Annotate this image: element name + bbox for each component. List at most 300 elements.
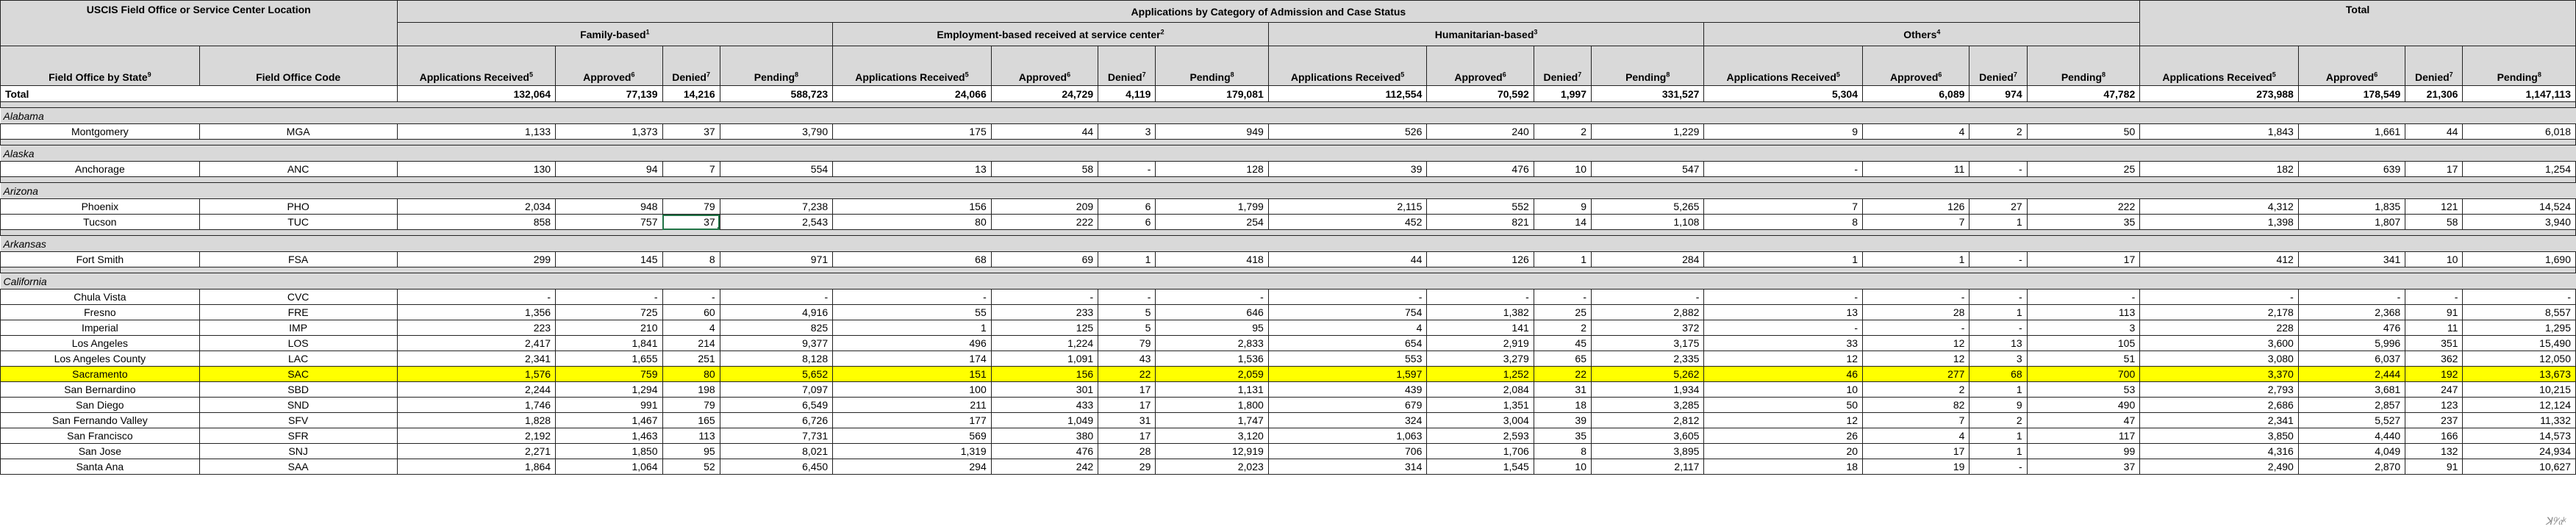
data-cell[interactable]: - <box>1534 290 1591 305</box>
total-cell[interactable]: 24,729 <box>991 86 1098 102</box>
data-cell[interactable]: 6,549 <box>720 398 832 413</box>
data-cell[interactable]: 301 <box>991 382 1098 398</box>
data-cell[interactable]: 210 <box>556 320 662 336</box>
data-cell[interactable]: 45 <box>1534 336 1591 351</box>
data-cell[interactable]: 2 <box>1534 320 1591 336</box>
data-cell[interactable]: 18 <box>1534 398 1591 413</box>
data-cell[interactable]: 948 <box>556 199 662 215</box>
data-cell[interactable]: 7,238 <box>720 199 832 215</box>
data-cell[interactable]: 68 <box>833 252 992 267</box>
data-cell[interactable]: - <box>1704 162 1863 177</box>
data-cell[interactable]: 1,108 <box>1592 215 1704 230</box>
data-cell[interactable]: 8,557 <box>2463 305 2576 320</box>
data-cell[interactable]: 12 <box>1704 351 1863 367</box>
data-cell[interactable]: 547 <box>1592 162 1704 177</box>
data-cell[interactable]: 37 <box>662 124 720 140</box>
state-label[interactable]: Arizona <box>1 183 2576 199</box>
data-cell[interactable]: 50 <box>1704 398 1863 413</box>
column-header[interactable] <box>397 46 556 86</box>
column-header[interactable] <box>833 46 992 86</box>
data-cell[interactable]: 79 <box>662 199 720 215</box>
field-office-cell[interactable]: Fort Smith <box>1 252 200 267</box>
data-cell[interactable]: 9,377 <box>720 336 832 351</box>
data-cell[interactable]: 1,294 <box>556 382 662 398</box>
data-cell[interactable]: 825 <box>720 320 832 336</box>
state-label[interactable]: Alabama <box>1 108 2576 124</box>
data-cell[interactable]: 2,812 <box>1592 413 1704 428</box>
data-cell[interactable]: 95 <box>662 444 720 459</box>
data-cell[interactable]: 372 <box>1592 320 1704 336</box>
data-cell[interactable]: 2,244 <box>397 382 556 398</box>
column-header[interactable] <box>1863 46 1969 86</box>
data-cell[interactable]: 10 <box>1534 162 1591 177</box>
data-cell[interactable]: 949 <box>1156 124 1268 140</box>
data-cell[interactable]: 759 <box>556 367 662 382</box>
data-cell[interactable]: 4,316 <box>2140 444 2299 459</box>
data-cell[interactable]: 10,627 <box>2463 459 2576 475</box>
data-cell[interactable]: 11,332 <box>2463 413 2576 428</box>
data-cell[interactable]: 11 <box>1863 162 1969 177</box>
data-cell[interactable]: 174 <box>833 351 992 367</box>
category-header[interactable] <box>1704 23 2140 46</box>
data-cell[interactable]: 5,652 <box>720 367 832 382</box>
data-cell[interactable]: 5 <box>1098 320 1156 336</box>
data-cell[interactable]: 476 <box>1427 162 1534 177</box>
data-cell[interactable]: 247 <box>2405 382 2463 398</box>
data-cell[interactable]: 725 <box>556 305 662 320</box>
data-cell[interactable]: 240 <box>1427 124 1534 140</box>
data-cell[interactable]: 2,368 <box>2298 305 2405 320</box>
state-label[interactable]: Arkansas <box>1 236 2576 252</box>
data-cell[interactable]: 182 <box>2140 162 2299 177</box>
data-cell[interactable]: 1,536 <box>1156 351 1268 367</box>
column-header[interactable] <box>1534 46 1591 86</box>
data-cell[interactable]: 1,690 <box>2463 252 2576 267</box>
data-cell[interactable]: 55 <box>833 305 992 320</box>
data-cell[interactable]: 3,790 <box>720 124 832 140</box>
data-cell[interactable]: 1,064 <box>556 459 662 475</box>
data-cell[interactable]: 2,417 <box>397 336 556 351</box>
data-cell[interactable]: 91 <box>2405 459 2463 475</box>
data-cell[interactable]: - <box>1156 290 1268 305</box>
column-header[interactable] <box>2405 46 2463 86</box>
data-cell[interactable]: 2,919 <box>1427 336 1534 351</box>
data-cell[interactable]: 2,793 <box>2140 382 2299 398</box>
data-cell[interactable]: - <box>1863 320 1969 336</box>
data-cell[interactable]: 4,916 <box>720 305 832 320</box>
field-code-header[interactable]: Field Office Code <box>199 46 397 86</box>
data-cell[interactable]: 299 <box>397 252 556 267</box>
data-cell[interactable]: 1,467 <box>556 413 662 428</box>
data-cell[interactable]: 95 <box>1156 320 1268 336</box>
total-header[interactable]: Total <box>2140 1 2576 46</box>
total-cell[interactable]: 273,988 <box>2140 86 2299 102</box>
field-office-cell[interactable]: Fresno <box>1 305 200 320</box>
data-cell[interactable]: 13 <box>833 162 992 177</box>
column-header[interactable] <box>2463 46 2576 86</box>
data-cell[interactable]: 12 <box>1704 413 1863 428</box>
data-cell[interactable]: 35 <box>1534 428 1591 444</box>
data-cell[interactable]: 31 <box>1098 413 1156 428</box>
field-code-cell[interactable]: FRE <box>199 305 397 320</box>
data-cell[interactable]: 44 <box>1268 252 1427 267</box>
total-cell[interactable]: 6,089 <box>1863 86 1969 102</box>
column-header[interactable] <box>2140 46 2299 86</box>
data-cell[interactable]: 242 <box>991 459 1098 475</box>
state-label[interactable]: Alaska <box>1 145 2576 162</box>
data-cell[interactable]: - <box>1704 320 1863 336</box>
field-code-cell[interactable]: MGA <box>199 124 397 140</box>
data-cell[interactable]: - <box>397 290 556 305</box>
data-cell[interactable]: 2,870 <box>2298 459 2405 475</box>
total-cell[interactable]: 179,081 <box>1156 86 1268 102</box>
total-cell[interactable]: 1,147,113 <box>2463 86 2576 102</box>
data-cell[interactable]: 44 <box>991 124 1098 140</box>
data-cell[interactable]: 569 <box>833 428 992 444</box>
data-cell[interactable]: - <box>1969 459 2027 475</box>
data-cell[interactable]: 214 <box>662 336 720 351</box>
data-cell[interactable]: 9 <box>1969 398 2027 413</box>
total-cell[interactable]: 178,549 <box>2298 86 2405 102</box>
data-cell[interactable]: 222 <box>991 215 1098 230</box>
data-cell[interactable]: 1,319 <box>833 444 992 459</box>
total-cell[interactable]: 974 <box>1969 86 2027 102</box>
total-cell[interactable]: 331,527 <box>1592 86 1704 102</box>
data-cell[interactable]: 324 <box>1268 413 1427 428</box>
data-cell[interactable]: 222 <box>2027 199 2140 215</box>
data-cell[interactable]: 6,450 <box>720 459 832 475</box>
data-cell[interactable]: 1,356 <box>397 305 556 320</box>
data-cell[interactable]: 971 <box>720 252 832 267</box>
data-cell[interactable]: 4 <box>1268 320 1427 336</box>
data-cell[interactable]: 6 <box>1098 215 1156 230</box>
data-cell[interactable]: 1,835 <box>2298 199 2405 215</box>
data-cell[interactable]: 1,049 <box>991 413 1098 428</box>
data-cell[interactable]: 412 <box>2140 252 2299 267</box>
data-cell[interactable]: 2,882 <box>1592 305 1704 320</box>
data-cell[interactable]: 1,133 <box>397 124 556 140</box>
data-cell[interactable]: 3,940 <box>2463 215 2576 230</box>
data-cell[interactable]: 237 <box>2405 413 2463 428</box>
data-cell[interactable]: 526 <box>1268 124 1427 140</box>
data-cell[interactable]: 11 <box>2405 320 2463 336</box>
field-office-cell[interactable]: Phoenix <box>1 199 200 215</box>
data-cell[interactable]: 15,490 <box>2463 336 2576 351</box>
data-cell[interactable]: 1,252 <box>1427 367 1534 382</box>
data-cell[interactable]: 1,661 <box>2298 124 2405 140</box>
data-cell[interactable]: 553 <box>1268 351 1427 367</box>
data-cell[interactable]: - <box>720 290 832 305</box>
state-label[interactable]: California <box>1 273 2576 290</box>
data-cell[interactable]: 192 <box>2405 367 2463 382</box>
data-cell[interactable]: 80 <box>833 215 992 230</box>
total-cell[interactable]: 47,782 <box>2027 86 2140 102</box>
data-cell[interactable]: 14,573 <box>2463 428 2576 444</box>
data-cell[interactable]: 24,934 <box>2463 444 2576 459</box>
data-cell[interactable]: 490 <box>2027 398 2140 413</box>
data-cell[interactable]: 7 <box>1863 215 1969 230</box>
data-cell[interactable]: 3,080 <box>2140 351 2299 367</box>
data-cell[interactable]: 12 <box>1863 351 1969 367</box>
data-cell[interactable]: - <box>1969 162 2027 177</box>
column-header[interactable] <box>662 46 720 86</box>
field-code-cell[interactable]: SNJ <box>199 444 397 459</box>
data-cell[interactable]: 3,004 <box>1427 413 1534 428</box>
data-cell[interactable]: 3 <box>2027 320 2140 336</box>
data-cell[interactable]: 2 <box>1969 124 2027 140</box>
data-cell[interactable]: 1,843 <box>2140 124 2299 140</box>
data-cell[interactable]: 65 <box>1534 351 1591 367</box>
data-cell[interactable]: 79 <box>662 398 720 413</box>
data-cell[interactable]: - <box>1969 320 2027 336</box>
data-cell[interactable]: 13 <box>1969 336 2027 351</box>
data-cell[interactable]: 9 <box>1534 199 1591 215</box>
field-office-cell[interactable]: San Diego <box>1 398 200 413</box>
data-cell[interactable]: 476 <box>991 444 1098 459</box>
data-cell[interactable]: 2,490 <box>2140 459 2299 475</box>
field-code-cell[interactable]: PHO <box>199 199 397 215</box>
data-cell[interactable]: 17 <box>1098 398 1156 413</box>
data-cell[interactable]: 2,341 <box>397 351 556 367</box>
total-cell[interactable]: 4,119 <box>1098 86 1156 102</box>
data-cell[interactable]: 1,131 <box>1156 382 1268 398</box>
data-cell[interactable]: 8 <box>1534 444 1591 459</box>
data-cell[interactable]: 2,059 <box>1156 367 1268 382</box>
field-code-cell[interactable]: SAA <box>199 459 397 475</box>
field-code-cell[interactable]: LAC <box>199 351 397 367</box>
data-cell[interactable]: 1,597 <box>1268 367 1427 382</box>
data-cell[interactable]: 166 <box>2405 428 2463 444</box>
data-cell[interactable]: 251 <box>662 351 720 367</box>
data-cell[interactable]: 80 <box>662 367 720 382</box>
data-cell[interactable]: 12 <box>1863 336 1969 351</box>
data-cell[interactable]: 1,746 <box>397 398 556 413</box>
data-cell[interactable]: 1,828 <box>397 413 556 428</box>
field-code-cell[interactable]: FSA <box>199 252 397 267</box>
data-cell[interactable]: 1 <box>1534 252 1591 267</box>
data-cell[interactable]: 1,706 <box>1427 444 1534 459</box>
data-cell[interactable]: 4 <box>1863 124 1969 140</box>
data-cell[interactable]: 2,023 <box>1156 459 1268 475</box>
data-cell[interactable]: 1,576 <box>397 367 556 382</box>
data-cell[interactable]: - <box>1969 252 2027 267</box>
data-cell[interactable]: 3,681 <box>2298 382 2405 398</box>
data-cell[interactable]: 1,850 <box>556 444 662 459</box>
total-cell[interactable]: 112,554 <box>1268 86 1427 102</box>
data-cell[interactable]: 44 <box>2405 124 2463 140</box>
data-cell[interactable]: 37 <box>2027 459 2140 475</box>
data-cell[interactable]: 7 <box>1704 199 1863 215</box>
data-cell[interactable]: 5 <box>1098 305 1156 320</box>
data-cell[interactable]: - <box>1704 290 1863 305</box>
column-header[interactable] <box>1969 46 2027 86</box>
data-cell[interactable]: 6,018 <box>2463 124 2576 140</box>
data-cell[interactable]: - <box>1098 162 1156 177</box>
data-cell[interactable]: 2,335 <box>1592 351 1704 367</box>
data-cell[interactable]: 51 <box>2027 351 2140 367</box>
data-cell[interactable]: 1,091 <box>991 351 1098 367</box>
data-cell[interactable]: - <box>1592 290 1704 305</box>
data-cell[interactable]: 12,124 <box>2463 398 2576 413</box>
data-cell[interactable]: 2,192 <box>397 428 556 444</box>
data-cell[interactable]: 79 <box>1098 336 1156 351</box>
data-cell[interactable]: 69 <box>991 252 1098 267</box>
data-cell[interactable]: 35 <box>2027 215 2140 230</box>
location-header[interactable]: USCIS Field Office or Service Center Location <box>1 1 398 46</box>
field-code-cell[interactable]: IMP <box>199 320 397 336</box>
data-cell[interactable]: 362 <box>2405 351 2463 367</box>
total-cell[interactable]: 132,064 <box>397 86 556 102</box>
data-cell[interactable]: 1,295 <box>2463 320 2576 336</box>
data-cell[interactable]: 554 <box>720 162 832 177</box>
data-cell[interactable]: 1,373 <box>556 124 662 140</box>
field-office-cell[interactable]: San Fernando Valley <box>1 413 200 428</box>
data-cell[interactable]: 7,097 <box>720 382 832 398</box>
data-cell[interactable]: 4,049 <box>2298 444 2405 459</box>
data-cell[interactable]: 1,398 <box>2140 215 2299 230</box>
data-cell[interactable]: 18 <box>1704 459 1863 475</box>
data-cell[interactable]: 706 <box>1268 444 1427 459</box>
data-cell[interactable]: 700 <box>2027 367 2140 382</box>
data-cell[interactable]: 228 <box>2140 320 2299 336</box>
category-header[interactable] <box>397 23 833 46</box>
data-cell[interactable]: 2,034 <box>397 199 556 215</box>
data-cell[interactable]: 2,115 <box>1268 199 1427 215</box>
data-cell[interactable]: 5,996 <box>2298 336 2405 351</box>
column-header[interactable] <box>720 46 832 86</box>
data-cell[interactable]: 198 <box>662 382 720 398</box>
column-header[interactable] <box>2027 46 2140 86</box>
total-cell[interactable]: 70,592 <box>1427 86 1534 102</box>
total-cell[interactable]: 5,304 <box>1704 86 1863 102</box>
data-cell[interactable]: - <box>1969 290 2027 305</box>
data-cell[interactable]: 2,178 <box>2140 305 2299 320</box>
data-cell[interactable]: 476 <box>2298 320 2405 336</box>
data-cell[interactable]: 1,934 <box>1592 382 1704 398</box>
field-code-cell[interactable]: SAC <box>199 367 397 382</box>
data-cell[interactable]: 46 <box>1704 367 1863 382</box>
data-cell[interactable]: 418 <box>1156 252 1268 267</box>
field-office-cell[interactable]: Sacramento <box>1 367 200 382</box>
data-cell[interactable]: - <box>556 290 662 305</box>
data-cell[interactable]: 1,747 <box>1156 413 1268 428</box>
data-cell[interactable]: 58 <box>991 162 1098 177</box>
data-cell[interactable]: 4,312 <box>2140 199 2299 215</box>
data-cell[interactable]: 123 <box>2405 398 2463 413</box>
field-code-cell[interactable]: TUC <box>199 215 397 230</box>
data-cell[interactable]: - <box>2405 290 2463 305</box>
applications-header[interactable]: Applications by Category of Admission and Case Status <box>397 1 2140 23</box>
data-cell[interactable]: 113 <box>662 428 720 444</box>
data-cell[interactable]: 3,175 <box>1592 336 1704 351</box>
field-office-cell[interactable]: Los Angeles <box>1 336 200 351</box>
data-cell[interactable]: 6,037 <box>2298 351 2405 367</box>
data-cell[interactable]: 8 <box>662 252 720 267</box>
data-cell[interactable]: 22 <box>1098 367 1156 382</box>
data-cell[interactable]: 132 <box>2405 444 2463 459</box>
data-cell[interactable]: 53 <box>2027 382 2140 398</box>
data-cell[interactable]: - <box>1863 290 1969 305</box>
field-code-cell[interactable]: LOS <box>199 336 397 351</box>
field-code-cell[interactable]: SBD <box>199 382 397 398</box>
data-cell[interactable]: 2,686 <box>2140 398 2299 413</box>
data-cell[interactable]: 14,524 <box>2463 199 2576 215</box>
data-cell[interactable]: 1,063 <box>1268 428 1427 444</box>
data-cell[interactable]: 1,229 <box>1592 124 1704 140</box>
data-cell[interactable]: 12,919 <box>1156 444 1268 459</box>
data-cell[interactable]: 91 <box>2405 305 2463 320</box>
data-cell[interactable]: 39 <box>1268 162 1427 177</box>
data-cell[interactable]: 10 <box>2405 252 2463 267</box>
data-cell[interactable]: 8,021 <box>720 444 832 459</box>
field-office-cell[interactable]: Chula Vista <box>1 290 200 305</box>
data-cell[interactable]: 13 <box>1704 305 1863 320</box>
data-cell[interactable]: 43 <box>1098 351 1156 367</box>
data-cell[interactable]: 28 <box>1863 305 1969 320</box>
data-cell[interactable]: 126 <box>1427 252 1534 267</box>
column-header[interactable] <box>991 46 1098 86</box>
data-cell[interactable]: 50 <box>2027 124 2140 140</box>
field-office-cell[interactable]: Imperial <box>1 320 200 336</box>
data-cell[interactable]: - <box>1268 290 1427 305</box>
field-code-cell[interactable]: SFR <box>199 428 397 444</box>
data-cell[interactable]: 82 <box>1863 398 1969 413</box>
data-cell[interactable]: 7 <box>662 162 720 177</box>
data-cell[interactable]: 25 <box>2027 162 2140 177</box>
data-cell[interactable]: 100 <box>833 382 992 398</box>
category-header[interactable] <box>1268 23 1704 46</box>
column-header[interactable] <box>1427 46 1534 86</box>
data-cell[interactable]: 1,655 <box>556 351 662 367</box>
data-cell[interactable]: 141 <box>1427 320 1534 336</box>
data-cell[interactable]: 294 <box>833 459 992 475</box>
field-office-cell[interactable]: San Francisco <box>1 428 200 444</box>
data-cell[interactable]: 3,285 <box>1592 398 1704 413</box>
data-cell[interactable]: 2,341 <box>2140 413 2299 428</box>
data-cell[interactable]: 37 <box>662 215 720 230</box>
data-cell[interactable]: 25 <box>1534 305 1591 320</box>
data-cell[interactable]: 233 <box>991 305 1098 320</box>
data-cell[interactable]: 1 <box>1969 305 2027 320</box>
data-cell[interactable]: 12,050 <box>2463 351 2576 367</box>
data-cell[interactable]: 156 <box>991 367 1098 382</box>
data-cell[interactable]: 351 <box>2405 336 2463 351</box>
data-cell[interactable]: 1,463 <box>556 428 662 444</box>
data-cell[interactable]: - <box>991 290 1098 305</box>
column-header[interactable] <box>1268 46 1427 86</box>
data-cell[interactable]: 17 <box>1098 428 1156 444</box>
column-header[interactable] <box>1098 46 1156 86</box>
data-cell[interactable]: 654 <box>1268 336 1427 351</box>
data-cell[interactable]: 452 <box>1268 215 1427 230</box>
data-cell[interactable]: 1,807 <box>2298 215 2405 230</box>
data-cell[interactable]: 3,605 <box>1592 428 1704 444</box>
data-cell[interactable]: 2,084 <box>1427 382 1534 398</box>
data-cell[interactable]: 3,279 <box>1427 351 1534 367</box>
column-header[interactable] <box>556 46 662 86</box>
data-cell[interactable]: 1,382 <box>1427 305 1534 320</box>
data-cell[interactable]: 126 <box>1863 199 1969 215</box>
data-cell[interactable]: 380 <box>991 428 1098 444</box>
data-cell[interactable]: 52 <box>662 459 720 475</box>
data-cell[interactable]: 165 <box>662 413 720 428</box>
data-cell[interactable]: 20 <box>1704 444 1863 459</box>
field-code-cell[interactable]: SND <box>199 398 397 413</box>
data-cell[interactable]: 639 <box>2298 162 2405 177</box>
data-cell[interactable]: - <box>2027 290 2140 305</box>
data-cell[interactable]: 8 <box>1704 215 1863 230</box>
data-cell[interactable]: 3 <box>1969 351 2027 367</box>
